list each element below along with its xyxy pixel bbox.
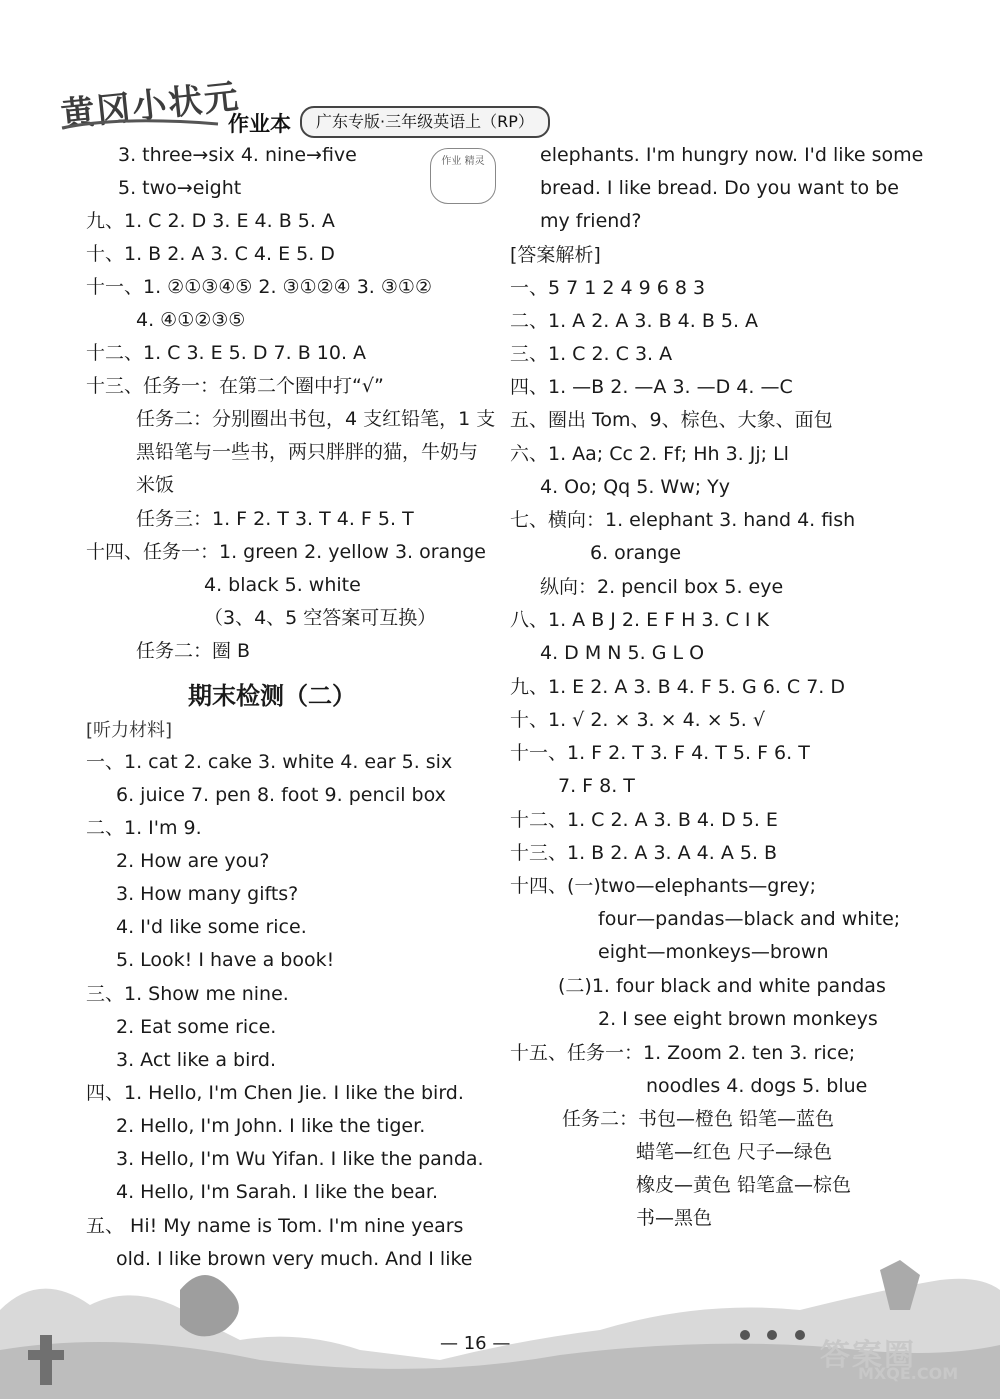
watermark-url: MXQE.COM <box>858 1364 959 1383</box>
transcript-line: 2. Eat some rice. <box>116 1016 277 1038</box>
answer-line: 3. three→six 4. nine→five <box>118 144 357 166</box>
transcript-line: old. I like brown very much. And I like <box>116 1248 473 1270</box>
answer-line: 九、1. C 2. D 3. E 4. B 5. A <box>86 210 335 232</box>
answer-line: 黑铅笔与一些书，两只胖胖的猫，牛奶与 <box>136 441 479 463</box>
answer-line: 纵向：2. pencil box 5. eye <box>540 576 784 598</box>
brand-logo: 黄冈小状元 <box>58 76 242 136</box>
answer-line: 6. orange <box>590 542 682 564</box>
answer-line: 四、1. —B 2. —A 3. —D 4. —C <box>510 376 793 398</box>
answer-line: 7. F 8. T <box>558 775 635 797</box>
answer-line: eight—monkeys—brown <box>598 941 829 963</box>
answer-line: 5. two→eight <box>118 177 242 199</box>
transcript-line: 3. Hello, I'm Wu Yifan. I like the panda. <box>116 1148 484 1170</box>
section-title: 期末检测（二） <box>188 682 356 710</box>
answer-line: 十一、1. ②①③④⑤ 2. ③①②④ 3. ③①② <box>86 276 432 298</box>
answer-line: 橡皮—黄色 铅笔盒—棕色 <box>636 1174 852 1196</box>
answer-line: 4. ④①②③⑤ <box>136 309 246 331</box>
listening-label: [听力材料] <box>86 720 173 741</box>
answer-line: my friend? <box>540 210 642 232</box>
answer-line: (二)1. four black and white pandas <box>558 975 886 997</box>
answer-line: 一、5 7 1 2 4 9 6 8 3 <box>510 277 706 299</box>
transcript-line: 5. Look! I have a book! <box>116 949 335 971</box>
answer-line: noodles 4. dogs 5. blue <box>646 1075 868 1097</box>
book-label: 作业本 <box>228 112 291 136</box>
answer-line: 十二、1. C 3. E 5. D 7. B 10. A <box>86 342 367 364</box>
transcript-line: 6. juice 7. pen 8. foot 9. pencil box <box>116 784 446 806</box>
answer-line: 4. D M N 5. G L O <box>540 642 705 664</box>
transcript-line: 一、1. cat 2. cake 3. white 4. ear 5. six <box>86 751 453 773</box>
answer-line: [答案解析] <box>510 244 601 266</box>
watermark-logo: 答案圈 <box>820 1338 916 1373</box>
answer-line: elephants. I'm hungry now. I'd like some <box>540 144 924 166</box>
answer-line: 二、1. A 2. A 3. B 4. B 5. A <box>510 310 759 332</box>
page-header <box>60 70 580 140</box>
stamp-icon: 作业 精灵 <box>430 148 496 204</box>
answer-line: 五、圈出 Tom、9、棕色、大象、面包 <box>510 409 833 431</box>
transcript-line: 2. How are you? <box>116 850 270 872</box>
transcript-line: 3. Act like a bird. <box>116 1049 276 1071</box>
transcript-line: 四、1. Hello, I'm Chen Jie. I like the bird. <box>86 1082 464 1104</box>
transcript-line: 五、 Hi! My name is Tom. I'm nine years <box>86 1215 464 1237</box>
answer-line: 十四、(一)two—elephants—grey; <box>510 875 817 897</box>
page-number: — 16 — <box>440 1333 511 1354</box>
answer-line: 任务二：圈 B <box>136 640 251 662</box>
answer-line: four—pandas—black and white; <box>598 908 901 930</box>
transcript-line: 二、1. I'm 9. <box>86 817 202 839</box>
answer-line: 十五、任务一：1. Zoom 2. ten 3. rice; <box>510 1042 856 1064</box>
logo-swoosh-icon <box>60 118 220 132</box>
answer-line: 八、1. A B J 2. E F H 3. C I K <box>510 609 770 631</box>
answer-line: 十、1. B 2. A 3. C 4. E 5. D <box>86 243 335 265</box>
answer-line: 六、1. Aa; Cc 2. Ff; Hh 3. Jj; Ll <box>510 443 789 465</box>
answer-line: 十四、任务一：1. green 2. yellow 3. orange <box>86 541 486 563</box>
transcript-line: 3. How many gifts? <box>116 883 299 905</box>
answer-line: （3、4、5 空答案可互换） <box>204 607 437 629</box>
answer-line: bread. I like bread. Do you want to be <box>540 177 899 199</box>
answer-line: 十三、1. B 2. A 3. A 4. A 5. B <box>510 842 778 864</box>
answer-line: 七、横向：1. elephant 3. hand 4. fish <box>510 509 856 531</box>
answer-line: 十一、1. F 2. T 3. F 4. T 5. F 6. T <box>510 742 810 764</box>
answer-line: 蜡笔—红色 尺子—绿色 <box>636 1141 833 1163</box>
answer-line: 任务二：书包—橙色 铅笔—蓝色 <box>562 1108 835 1130</box>
answer-line: 十三、任务一：在第二个圈中打“√” <box>86 375 384 397</box>
answer-line: 4. Oo; Qq 5. Ww; Yy <box>540 476 731 498</box>
answer-line: 三、1. C 2. C 3. A <box>510 343 673 365</box>
transcript-line: 4. I'd like some rice. <box>116 916 307 938</box>
edition-badge: 广东专版·三年级英语上（RP） <box>300 106 550 138</box>
answer-line: 十二、1. C 2. A 3. B 4. D 5. E <box>510 809 778 831</box>
answer-line: 米饭 <box>136 474 175 496</box>
landscape-decoration-icon <box>0 1250 1000 1399</box>
transcript-line: 2. Hello, I'm John. I like the tiger. <box>116 1115 426 1137</box>
answer-line: 任务三：1. F 2. T 3. T 4. F 5. T <box>136 508 414 530</box>
transcript-line: 4. Hello, I'm Sarah. I like the bear. <box>116 1181 439 1203</box>
answer-line: 2. I see eight brown monkeys <box>598 1008 878 1030</box>
answer-line: 任务二：分别圈出书包，4 支红铅笔，1 支 <box>136 408 496 430</box>
answer-line: 十、1. √ 2. × 3. × 4. × 5. √ <box>510 709 765 731</box>
answer-line: 4. black 5. white <box>204 574 361 596</box>
answer-line: 九、1. E 2. A 3. B 4. F 5. G 6. C 7. D <box>510 676 845 698</box>
transcript-line: 三、1. Show me nine. <box>86 983 289 1005</box>
answer-line: 书—黑色 <box>636 1207 713 1229</box>
